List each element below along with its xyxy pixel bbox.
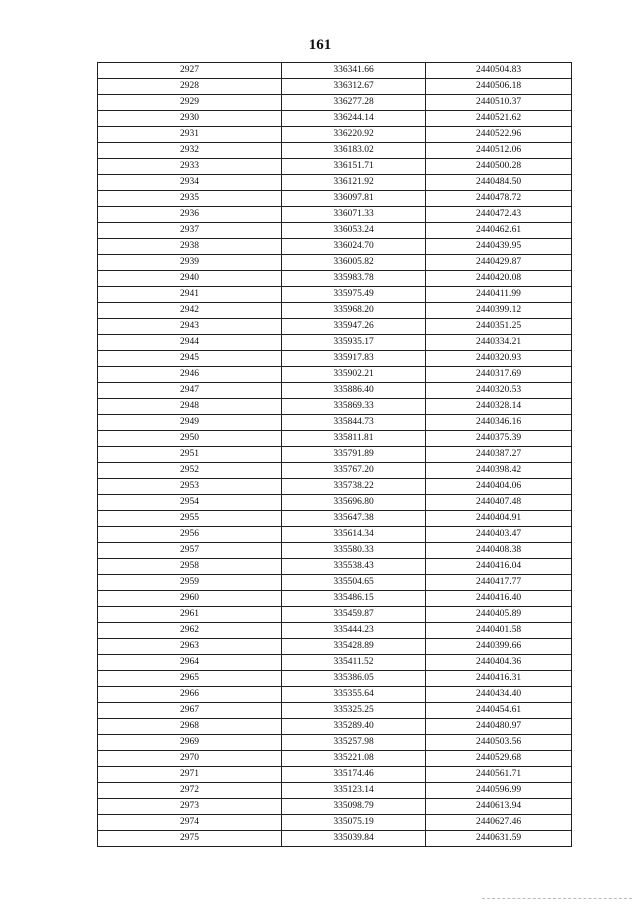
table-row [98,63,572,79]
y-coordinate-cell: 2440454.61 [426,703,572,719]
x-coordinate-cell: 336097.81 [282,191,426,207]
x-coordinate-cell: 335325.25 [282,703,426,719]
point-number-cell: 2945 [98,351,282,367]
x-coordinate-cell: 335696.80 [282,495,426,511]
y-coordinate-cell: 2440462.61 [426,223,572,239]
point-number-cell: 2929 [98,95,282,111]
point-number-cell: 2956 [98,527,282,543]
point-number-cell: 2958 [98,559,282,575]
x-coordinate-cell: 336053.24 [282,223,426,239]
point-number-cell: 2939 [98,255,282,271]
y-coordinate-cell: 2440596.99 [426,783,572,799]
point-number-cell: 2972 [98,783,282,799]
point-number-cell: 2961 [98,607,282,623]
x-coordinate-cell: 335767.20 [282,463,426,479]
x-coordinate-cell: 335486.15 [282,591,426,607]
y-coordinate-cell: 2440407.48 [426,495,572,511]
point-number-cell: 2957 [98,543,282,559]
y-coordinate-cell: 2440434.40 [426,687,572,703]
point-number-cell: 2973 [98,799,282,815]
y-coordinate-cell: 2440480.97 [426,719,572,735]
point-number-cell: 2931 [98,127,282,143]
y-coordinate-cell: 2440429.87 [426,255,572,271]
x-coordinate-cell: 335504.65 [282,575,426,591]
x-coordinate-cell: 335975.49 [282,287,426,303]
table-row [98,159,572,175]
y-coordinate-cell: 2440512.06 [426,143,572,159]
y-coordinate-cell: 2440631.59 [426,831,572,847]
y-coordinate-cell: 2440375.39 [426,431,572,447]
y-coordinate-cell: 2440478.72 [426,191,572,207]
coordinate-table-body [98,63,572,847]
table-row [98,799,572,815]
point-number-cell: 2944 [98,335,282,351]
table-row [98,79,572,95]
point-number-cell: 2932 [98,143,282,159]
table-row [98,511,572,527]
y-coordinate-cell: 2440504.83 [426,63,572,79]
table-row [98,495,572,511]
table-row [98,111,572,127]
point-number-cell: 2936 [98,207,282,223]
point-number-cell: 2947 [98,383,282,399]
x-coordinate-cell: 335917.83 [282,351,426,367]
y-coordinate-cell: 2440320.53 [426,383,572,399]
y-coordinate-cell: 2440417.77 [426,575,572,591]
y-coordinate-cell: 2440416.04 [426,559,572,575]
y-coordinate-cell: 2440346.16 [426,415,572,431]
y-coordinate-cell: 2440317.69 [426,367,572,383]
table-row [98,351,572,367]
y-coordinate-cell: 2440399.66 [426,639,572,655]
point-number-cell: 2949 [98,415,282,431]
scan-artifact-line [482,898,632,899]
table-row [98,655,572,671]
table-row [98,319,572,335]
point-number-cell: 2938 [98,239,282,255]
y-coordinate-cell: 2440510.37 [426,95,572,111]
point-number-cell: 2934 [98,175,282,191]
x-coordinate-cell: 335411.52 [282,655,426,671]
table-row [98,271,572,287]
y-coordinate-cell: 2440328.14 [426,399,572,415]
y-coordinate-cell: 2440627.46 [426,815,572,831]
y-coordinate-cell: 2440522.96 [426,127,572,143]
point-number-cell: 2969 [98,735,282,751]
table-row [98,255,572,271]
point-number-cell: 2927 [98,63,282,79]
y-coordinate-cell: 2440404.06 [426,479,572,495]
point-number-cell: 2940 [98,271,282,287]
table-row [98,143,572,159]
x-coordinate-cell: 335444.23 [282,623,426,639]
x-coordinate-cell: 335811.81 [282,431,426,447]
y-coordinate-cell: 2440439.95 [426,239,572,255]
x-coordinate-cell: 336312.67 [282,79,426,95]
table-row [98,175,572,191]
point-number-cell: 2968 [98,719,282,735]
y-coordinate-cell: 2440521.62 [426,111,572,127]
x-coordinate-cell: 335968.20 [282,303,426,319]
x-coordinate-cell: 335428.89 [282,639,426,655]
x-coordinate-cell: 336341.66 [282,63,426,79]
x-coordinate-cell: 336121.92 [282,175,426,191]
x-coordinate-cell: 335355.64 [282,687,426,703]
table-row [98,463,572,479]
x-coordinate-cell: 335075.19 [282,815,426,831]
table-row [98,399,572,415]
table-row [98,223,572,239]
point-number-cell: 2964 [98,655,282,671]
y-coordinate-cell: 2440398.42 [426,463,572,479]
point-number-cell: 2962 [98,623,282,639]
table-row [98,623,572,639]
point-number-cell: 2955 [98,511,282,527]
y-coordinate-cell: 2440403.47 [426,527,572,543]
table-row [98,591,572,607]
y-coordinate-cell: 2440351.25 [426,319,572,335]
x-coordinate-cell: 336244.14 [282,111,426,127]
x-coordinate-cell: 335039.84 [282,831,426,847]
point-number-cell: 2943 [98,319,282,335]
point-number-cell: 2953 [98,479,282,495]
table-row [98,815,572,831]
x-coordinate-cell: 335174.46 [282,767,426,783]
x-coordinate-cell: 335459.87 [282,607,426,623]
point-number-cell: 2967 [98,703,282,719]
point-number-cell: 2959 [98,575,282,591]
table-row [98,191,572,207]
point-number-cell: 2935 [98,191,282,207]
y-coordinate-cell: 2440506.18 [426,79,572,95]
x-coordinate-cell: 335935.17 [282,335,426,351]
point-number-cell: 2948 [98,399,282,415]
point-number-cell: 2952 [98,463,282,479]
y-coordinate-cell: 2440404.36 [426,655,572,671]
table-row [98,287,572,303]
table-row [98,367,572,383]
table-row [98,207,572,223]
table-row [98,767,572,783]
point-number-cell: 2928 [98,79,282,95]
x-coordinate-cell: 335257.98 [282,735,426,751]
x-coordinate-cell: 336151.71 [282,159,426,175]
point-number-cell: 2971 [98,767,282,783]
table-row [98,303,572,319]
x-coordinate-cell: 335886.40 [282,383,426,399]
point-number-cell: 2933 [98,159,282,175]
table-row [98,95,572,111]
y-coordinate-cell: 2440500.28 [426,159,572,175]
table-row [98,479,572,495]
table-row [98,719,572,735]
table-row [98,703,572,719]
table-row [98,415,572,431]
table-row [98,639,572,655]
y-coordinate-cell: 2440401.58 [426,623,572,639]
y-coordinate-cell: 2440561.71 [426,767,572,783]
y-coordinate-cell: 2440529.68 [426,751,572,767]
point-number-cell: 2975 [98,831,282,847]
table-row [98,239,572,255]
point-number-cell: 2966 [98,687,282,703]
y-coordinate-cell: 2440420.08 [426,271,572,287]
x-coordinate-cell: 335386.05 [282,671,426,687]
point-number-cell: 2937 [98,223,282,239]
point-number-cell: 2974 [98,815,282,831]
x-coordinate-cell: 335902.21 [282,367,426,383]
x-coordinate-cell: 335947.26 [282,319,426,335]
x-coordinate-cell: 335289.40 [282,719,426,735]
y-coordinate-cell: 2440334.21 [426,335,572,351]
x-coordinate-cell: 336277.28 [282,95,426,111]
x-coordinate-cell: 335098.79 [282,799,426,815]
x-coordinate-cell: 335983.78 [282,271,426,287]
y-coordinate-cell: 2440387.27 [426,447,572,463]
point-number-cell: 2954 [98,495,282,511]
table-row [98,751,572,767]
x-coordinate-cell: 336071.33 [282,207,426,223]
table-row [98,687,572,703]
x-coordinate-cell: 336024.70 [282,239,426,255]
point-number-cell: 2970 [98,751,282,767]
y-coordinate-cell: 2440472.43 [426,207,572,223]
point-number-cell: 2941 [98,287,282,303]
table-row [98,783,572,799]
x-coordinate-cell: 335123.14 [282,783,426,799]
y-coordinate-cell: 2440399.12 [426,303,572,319]
table-row [98,559,572,575]
y-coordinate-cell: 2440404.91 [426,511,572,527]
table-row [98,431,572,447]
table-row [98,735,572,751]
y-coordinate-cell: 2440408.38 [426,543,572,559]
y-coordinate-cell: 2440411.99 [426,287,572,303]
x-coordinate-cell: 335580.33 [282,543,426,559]
point-number-cell: 2950 [98,431,282,447]
table-row [98,335,572,351]
x-coordinate-cell: 336220.92 [282,127,426,143]
y-coordinate-cell: 2440416.40 [426,591,572,607]
y-coordinate-cell: 2440405.89 [426,607,572,623]
x-coordinate-cell: 335844.73 [282,415,426,431]
x-coordinate-cell: 336005.82 [282,255,426,271]
x-coordinate-cell: 335869.33 [282,399,426,415]
table-row [98,127,572,143]
table-row [98,447,572,463]
table-row [98,383,572,399]
table-row [98,527,572,543]
point-number-cell: 2930 [98,111,282,127]
page-number: 161 [308,37,332,53]
x-coordinate-cell: 335738.22 [282,479,426,495]
y-coordinate-cell: 2440613.94 [426,799,572,815]
x-coordinate-cell: 335647.38 [282,511,426,527]
point-number-cell: 2960 [98,591,282,607]
coordinate-table [97,62,572,847]
table-row [98,575,572,591]
point-number-cell: 2946 [98,367,282,383]
point-number-cell: 2965 [98,671,282,687]
table-row [98,543,572,559]
x-coordinate-cell: 335221.08 [282,751,426,767]
point-number-cell: 2963 [98,639,282,655]
point-number-cell: 2951 [98,447,282,463]
table-row [98,671,572,687]
x-coordinate-cell: 336183.02 [282,143,426,159]
x-coordinate-cell: 335614.34 [282,527,426,543]
point-number-cell: 2942 [98,303,282,319]
x-coordinate-cell: 335538.43 [282,559,426,575]
y-coordinate-cell: 2440503.56 [426,735,572,751]
y-coordinate-cell: 2440416.31 [426,671,572,687]
table-row [98,607,572,623]
x-coordinate-cell: 335791.89 [282,447,426,463]
y-coordinate-cell: 2440484.50 [426,175,572,191]
y-coordinate-cell: 2440320.93 [426,351,572,367]
table-row [98,831,572,847]
